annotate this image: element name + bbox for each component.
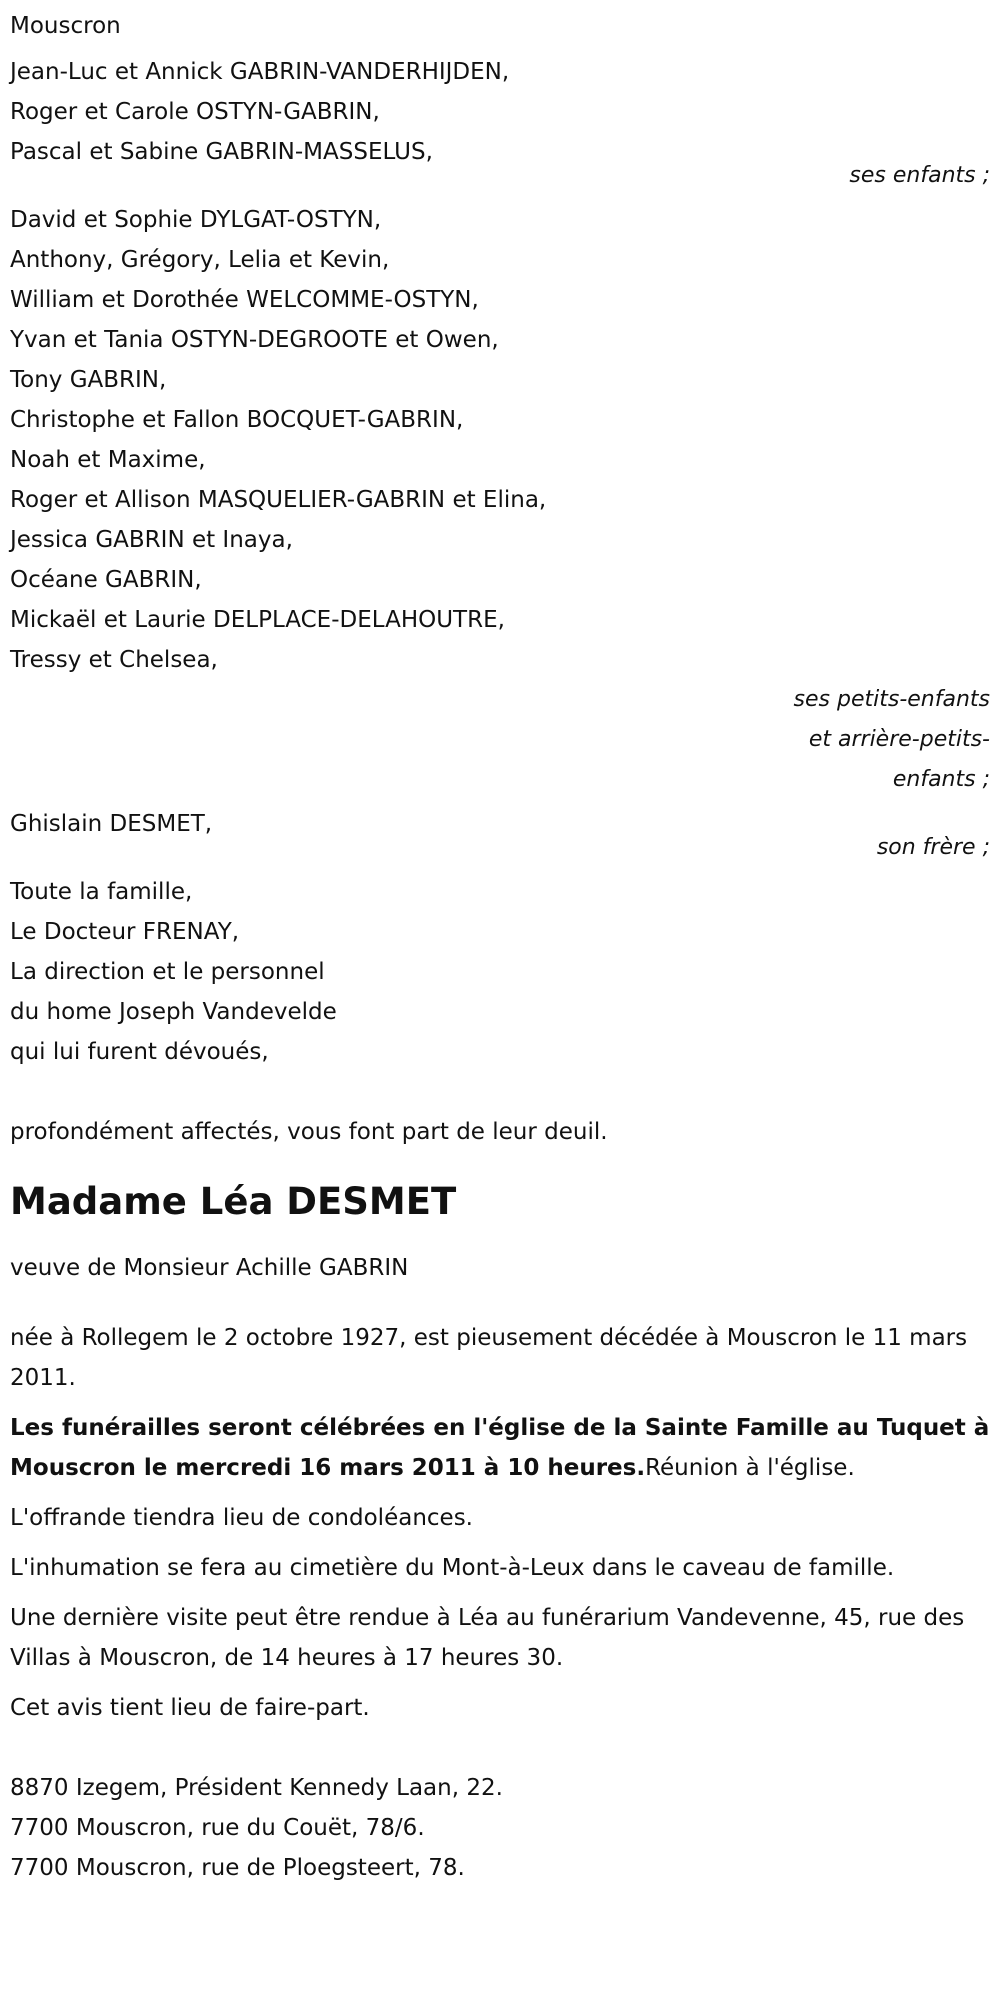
obituary-text — [10, 6, 995, 1888]
address-line: 7700 Mouscron, rue du Couët, 78/6. — [10, 1815, 425, 1841]
burial-paragraph: L'inhumation se fera au cimetière du Mont-à-Leux dans le caveau de famille. — [10, 1555, 895, 1581]
grandchild-line: Océane GABRIN, — [10, 567, 202, 593]
grandchildren-role-line: ses petits-enfants — [793, 687, 990, 712]
addresses-block — [10, 1768, 995, 1888]
announcement-line: profondément affectés, vous font part de leur deuil. — [10, 1119, 608, 1145]
widow-line: veuve de Monsieur Achille GABRIN — [10, 1255, 409, 1281]
grandchild-line: Tony GABRIN, — [10, 367, 167, 393]
deceased-name: Madame Léa DESMET — [10, 1180, 457, 1223]
child-line: Pascal et Sabine GABRIN-MASSELUS, — [10, 139, 433, 165]
grandchild-line: Mickaël et Laurie DELPLACE-DELAHOUTRE, — [10, 607, 505, 633]
child-line: Jean-Luc et Annick GABRIN-VANDERHIJDEN, — [10, 59, 510, 85]
grandchildren-role-line: enfants ; — [892, 767, 990, 792]
grandchild-line: Tressy et Chelsea, — [10, 647, 218, 673]
brother-role-text: son frère ; — [876, 835, 990, 860]
children-role — [10, 156, 990, 196]
grandchild-line: Noah et Maxime, — [10, 447, 206, 473]
child-line: Roger et Carole OSTYN-GABRIN, — [10, 99, 380, 125]
birth-death-paragraph: née à Rollegem le 2 octobre 1927, est pieusement décédée à Mouscron le 11 mars 2011. — [10, 1325, 968, 1391]
children-role-text: ses enfants ; — [849, 163, 990, 188]
others-block — [10, 872, 995, 1072]
offering-paragraph: L'offrande tiendra lieu de condoléances. — [10, 1505, 473, 1531]
visit-paragraph: Une dernière visite peut être rendue à Léa au funérarium Vandevenne, 45, rue des Villas à Mouscron, de 14 heures à 17 heures 30. — [10, 1605, 965, 1671]
grandchild-line: Christophe et Fallon BOCQUET-GABRIN, — [10, 407, 464, 433]
grandchild-line: Jessica GABRIN et Inaya, — [10, 527, 293, 553]
funeral-paragraph — [10, 1408, 995, 1488]
brother-role — [10, 828, 990, 868]
address-line: 7700 Mouscron, rue de Ploegsteert, 78. — [10, 1855, 465, 1881]
city-line: Mouscron — [10, 13, 121, 39]
grandchild-line: Yvan et Tania OSTYN-DEGROOTE et Owen, — [10, 327, 499, 353]
other-line: du home Joseph Vandevelde — [10, 999, 337, 1025]
grandchildren-role — [10, 680, 990, 800]
grandchildren-block — [10, 200, 995, 680]
address-line: 8870 Izegem, Président Kennedy Laan, 22. — [10, 1775, 503, 1801]
grandchild-line: Anthony, Grégory, Lelia et Kevin, — [10, 247, 390, 273]
other-line: La direction et le personnel — [10, 959, 325, 985]
funeral-bold-text: Les funérailles seront célébrées en l'église de la Sainte Famille au Tuquet à Mouscron le mercredi 16 mars 2011 à 10 heures. — [10, 1415, 990, 1481]
grandchild-line: William et Dorothée WELCOMME-OSTYN, — [10, 287, 479, 313]
grandchild-line: Roger et Allison MASQUELIER-GABRIN et Elina, — [10, 487, 547, 513]
children-block — [10, 52, 995, 172]
grandchildren-role-line: et arrière-petits- — [808, 727, 990, 752]
grandchild-line: David et Sophie DYLGAT-OSTYN, — [10, 207, 382, 233]
funeral-rest-text: Réunion à l'église. — [645, 1455, 855, 1481]
other-line: Toute la famille, — [10, 879, 193, 905]
brother-line: Ghislain DESMET, — [10, 811, 213, 837]
notice-paragraph: Cet avis tient lieu de faire-part. — [10, 1695, 370, 1721]
other-line: Le Docteur FRENAY, — [10, 919, 240, 945]
other-line: qui lui furent dévoués, — [10, 1039, 269, 1065]
